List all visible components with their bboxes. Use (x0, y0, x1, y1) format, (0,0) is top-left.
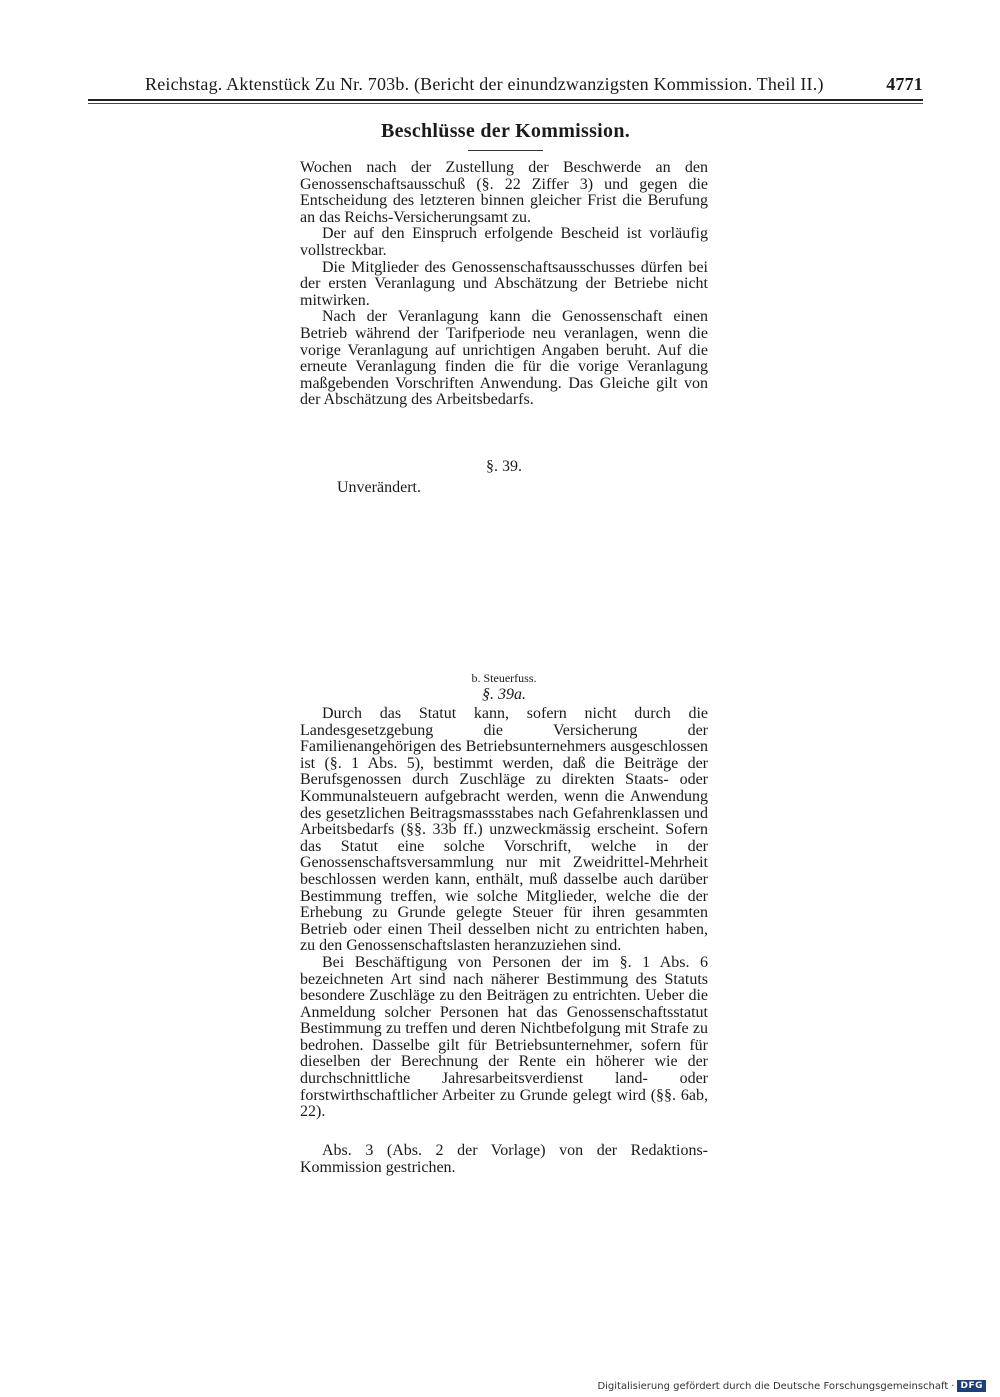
section-title: Beschlüsse der Kommission. (380, 120, 631, 142)
text-block-1 (300, 160, 708, 409)
text-block-2 (300, 706, 708, 1121)
paragraph: Bei Beschäftigung von Personen der im §. 1 Abs. 6 bezeichneten Art sind nach näherer Bestimmung des Statuts besondere Zuschläge zu den Beiträgen zu entrichten. Ueber die Anmeldung solcher Personen hat das Genossenschaftsstatut Bestimmung zu treffen und deren Nichtbefolgung mit Strafe zu bedrohen. Dasselbe gilt für Betriebsunternehmer, sofern für dieselben der Berechnung der Rente ein höherer wie der durchschnittliche Jahresarbeitsverdienst land- oder forstwirthschaftlicher Arbeiter zu Grunde gelegt wird (§§. 6ab, 22). (300, 953, 708, 1121)
paragraph: Wochen nach der Zustellung der Beschwerde an den Genossenschaftsausschuß (§. 22 Ziffer 3) und gegen die Entscheidung des letzteren binnen gleicher Frist die Berufung an das Reichs-Versicherungsamt zu. (300, 159, 708, 226)
header-rule (88, 99, 923, 101)
section-39-text: Unverändert. (337, 479, 421, 496)
header-rule-thin (88, 103, 923, 104)
paragraph: Durch das Statut kann, sofern nicht durch die Landesgesetzgebung die Versicherung der Familienangehörigen des Betriebsunternehmers ausgeschlossen ist (§. 1 Abs. 5), bestimmt werden, daß die Beiträge der Berufsgenossen durch Zuschläge zu direkten Staats- oder Kommunalsteuern aufgebracht werden, wenn die Anwendung des gesetzlichen Beitragsmassstabes nach Gefahrenklassen und Arbeitsbedarfs (§§. 33b ff.) unzweckmässig erscheint. Sofern das Statut eine solche Vorschrift, welche in der Genossenschaftsversammlung nur mit Zweidrittel-Mehrheit beschlossen werden kann, enthält, muß dasselbe auch darüber Bestimmung treffen, wie solche Mitglieder, welche die der Erhebung zu Grunde gelegte Steuer für ihren gesammten Betrieb oder einen Theil desselben nicht zu entrichten haben, zu den Genossenschaftslasten heranzuziehen sind. (300, 705, 708, 955)
footer (597, 1380, 986, 1392)
footer-text: Digitalisierung gefördert durch die Deutsche Forschungsgemeinschaft (597, 1380, 949, 1392)
text-block-3 (300, 1143, 708, 1176)
dfg-logo: DFG (957, 1380, 986, 1392)
title-underline (468, 150, 543, 151)
paragraph: Die Mitglieder des Genossenschaftsausschusses dürfen bei der ersten Veranlagung und Abschätzung der Betriebe nicht mitwirken. (300, 258, 708, 309)
separator-dot: · (951, 1380, 955, 1392)
closing-paragraph: Abs. 3 (Abs. 2 der Vorlage) von der Redaktions-Kommission gestrichen. (300, 1142, 708, 1176)
section-39a-heading (300, 686, 708, 704)
running-title: Reichstag. Aktenstück Zu Nr. 703b. (Bericht der einundzwanzigsten Kommission. Theil II.) (145, 74, 824, 94)
running-header (145, 74, 923, 95)
paragraph: Der auf den Einspruch erfolgende Bescheid ist vorläufig vollstreckbar. (300, 225, 708, 259)
paragraph: Nach der Veranlagung kann die Genossenschaft einen Betrieb während der Tarifperiode neu veranlagen, wenn die vorige Veranlagung auf unrichtigen Angaben beruht. Auf die erneute Veranlagung finden die für die vorige Veranlagung maßgebenden Vorschriften Anwendung. Das Gleiche gilt von der Abschätzung des Arbeitsbedarfs. (300, 308, 708, 409)
section-39a-label: §. 39a. (482, 686, 526, 703)
section-39-heading: §. 39. (486, 458, 522, 475)
subheading-steuerfuss: b. Steuerfuss. (471, 671, 537, 685)
page-number: 4771 (886, 74, 923, 94)
